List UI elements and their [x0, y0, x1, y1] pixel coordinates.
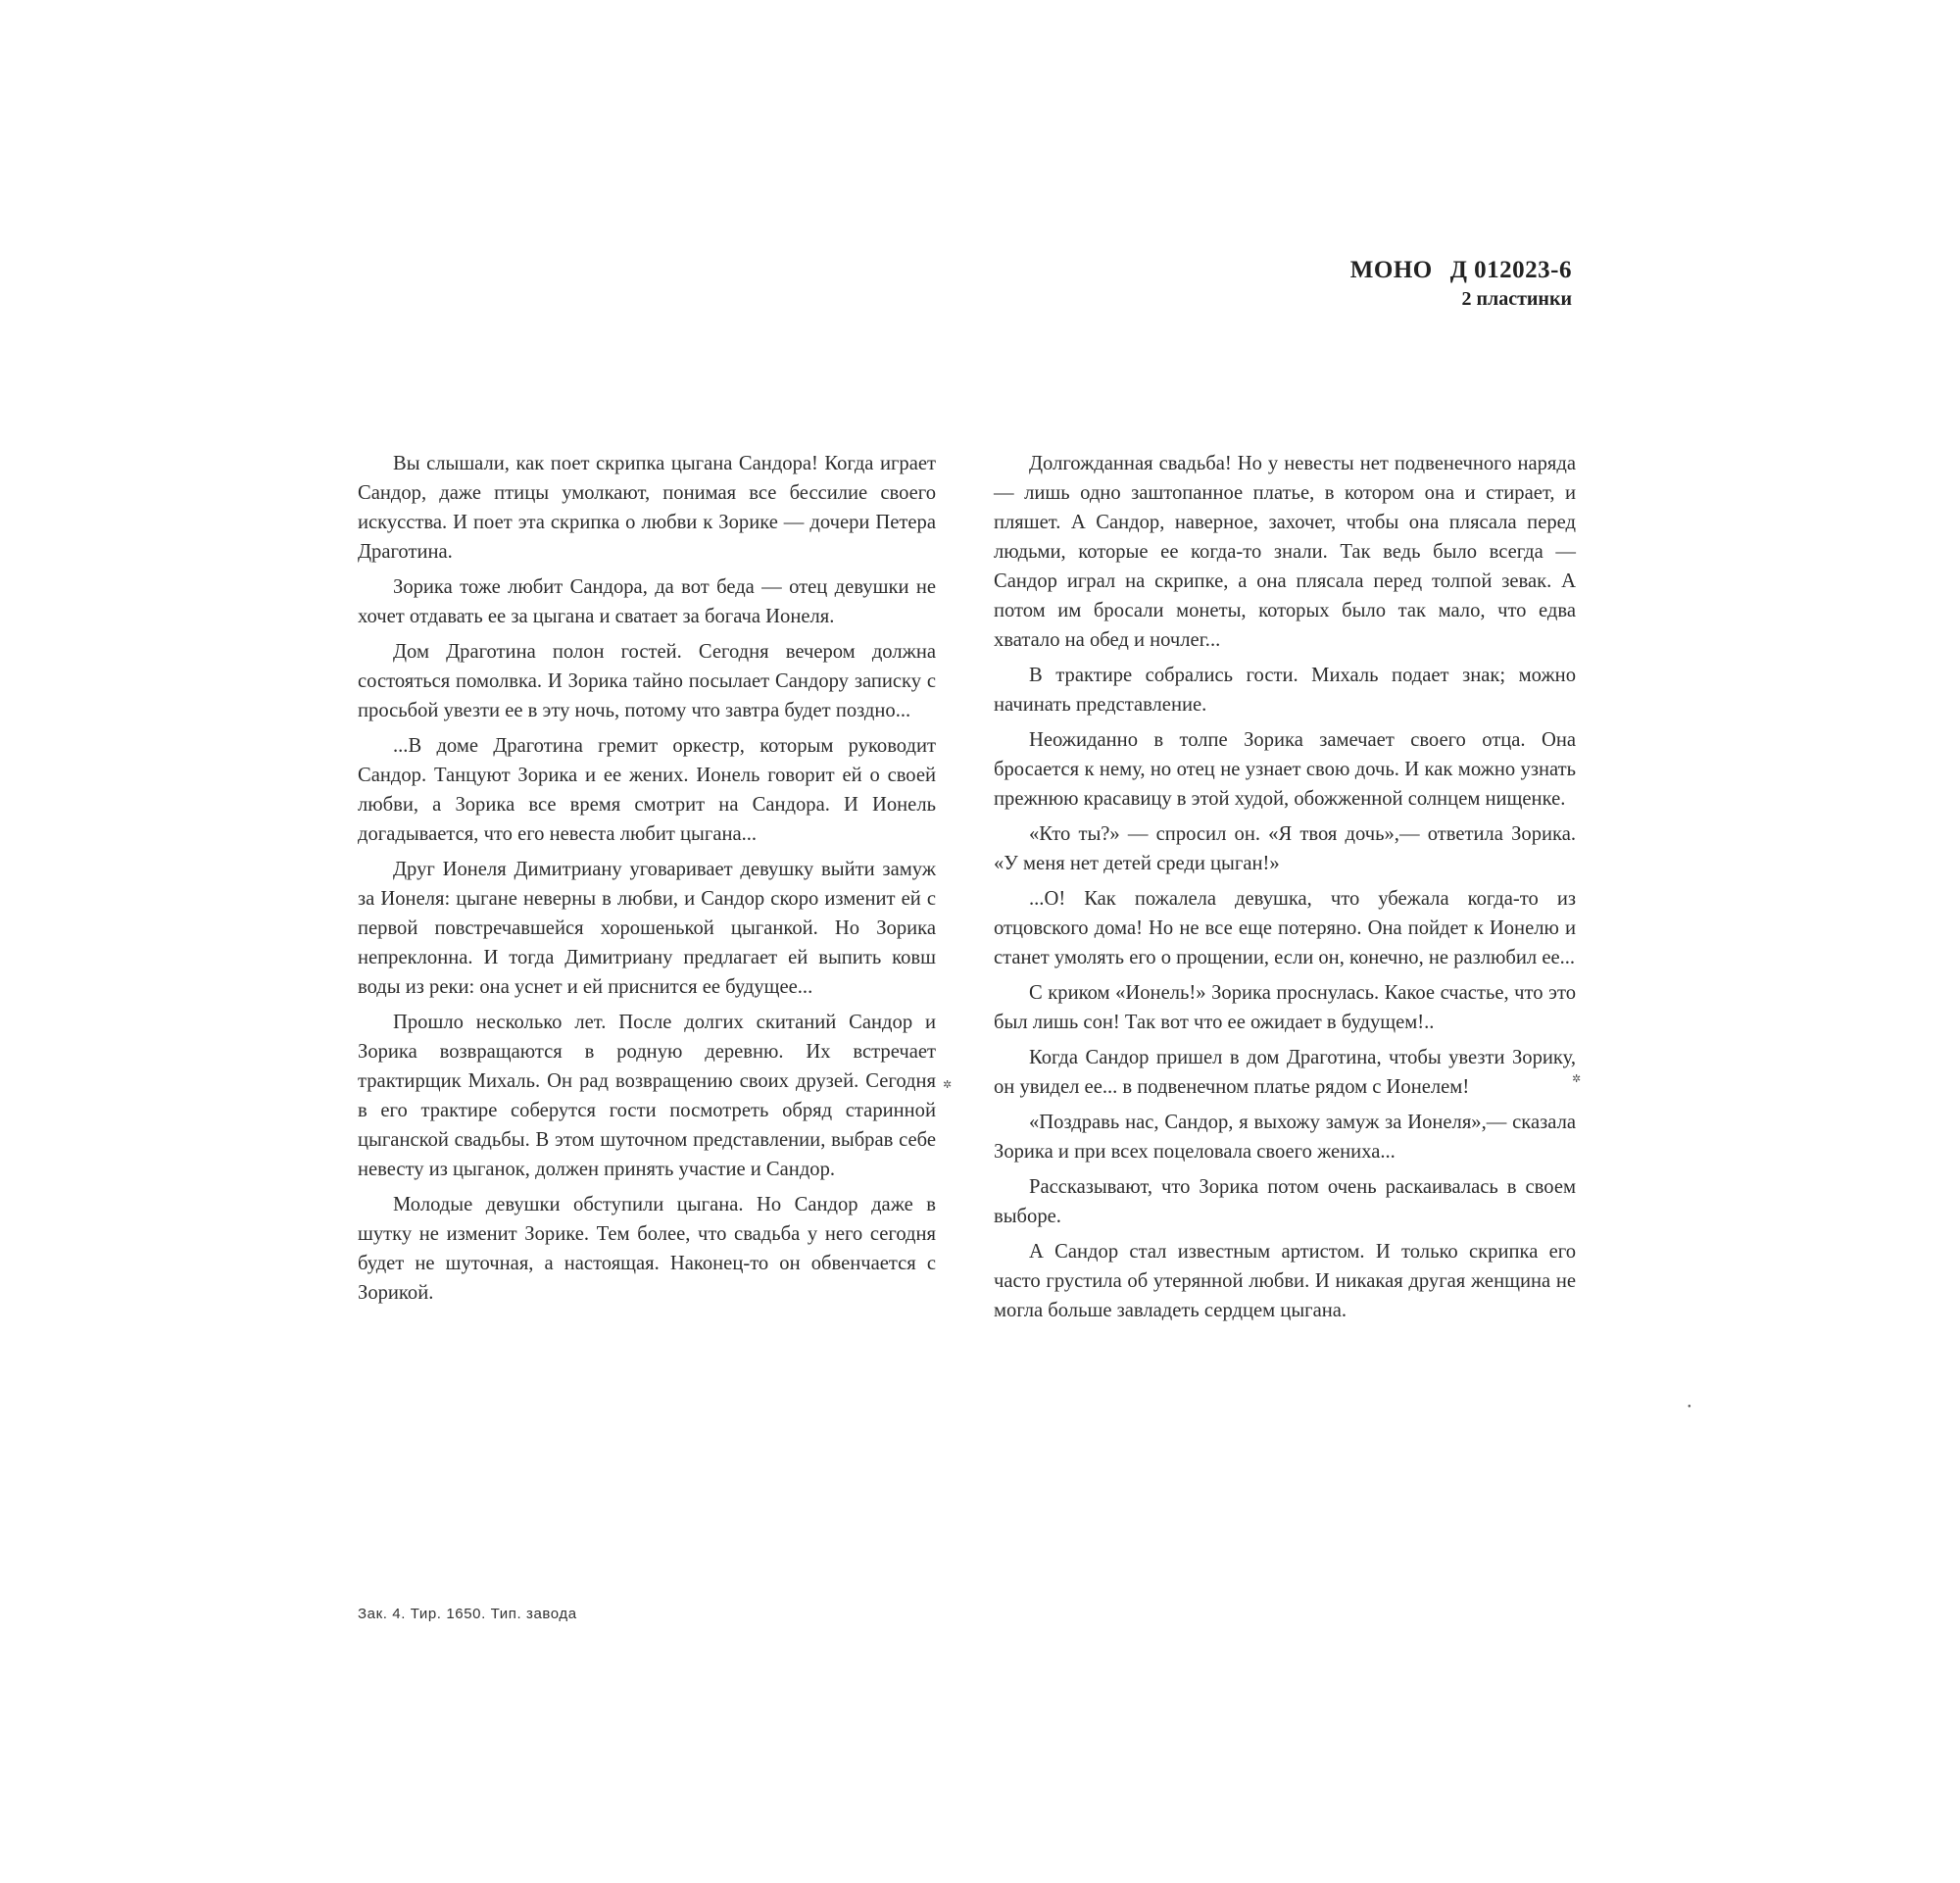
right-paragraph-7: Когда Сандор пришел в дом Драготина, чтобы увезти Зорику, он увидел ее... в подвенечном платье рядом с Ионелем! — [994, 1047, 1576, 1098]
right-paragraph-2: В трактире собрались гости. Михаль подает знак; можно начинать представление. — [994, 665, 1576, 716]
right-paragraph-6: С криком «Ионель!» Зорика проснулась. Какое счастье, что это был лишь сон! Так вот что ее ожидает в будущем!.. — [994, 982, 1576, 1033]
right-text-column — [994, 449, 1576, 1331]
right-paragraph-9: Рассказывают, что Зорика потом очень раскаивалась в своем выборе. — [994, 1176, 1576, 1227]
right-paragraph-1: Долгожданная свадьба! Но у невесты нет подвенечного наряда — лишь одно заштопанное платье, в котором она и стирает, и пляшет. А Сандор, наверное, захочет, чтобы она плясала перед людьми, которые ее когда-то знали. Так ведь было всегда — Сандор играл на скрипке, а она плясала перед толпой зевак. А потом им бросали монеты, которых было так мало, что едва хватало на обед и ночлег... — [994, 453, 1576, 651]
print-speck-dot: ● — [1688, 1404, 1691, 1410]
left-paragraph-5: Друг Ионеля Димитриану уговаривает девушку выйти замуж за Ионеля: цыгане неверны в любви, и Сандор скоро изменит ей с первой повстречавшейся хорошенькой цыганкой. Но Зорика непреклонна. И тогда Димитриану предлагает ей выпить ковш воды из реки: она уснет и ей приснится ее будущее... — [358, 859, 936, 998]
print-speck-mark: ✲ — [1572, 1073, 1582, 1085]
left-text-column — [358, 449, 936, 1313]
right-paragraph-3: Неожиданно в толпе Зорика замечает своего отца. Она бросается к нему, но отец не узнает свою дочь. И как можно узнать прежнюю красавицу в этой худой, обожженной солнцем нищенке. — [994, 729, 1576, 810]
catalog-mono-line — [1350, 257, 1572, 284]
right-paragraph-8: «Поздравь нас, Сандор, я выхожу замуж за Ионеля»,— сказала Зорика и при всех поцеловала своего жениха... — [994, 1112, 1576, 1163]
left-paragraph-7: Молодые девушки обступили цыгана. Но Сандор даже в шутку не изменит Зорике. Тем более, что свадьба у него сегодня будет не шуточная, а настоящая. Наконец-то он обвенчается с Зорикой. — [358, 1194, 936, 1304]
catalog-number: Д 012023-6 — [1449, 257, 1572, 283]
discs-count: 2 пластинки — [1461, 288, 1572, 310]
left-paragraph-3: Дом Драготина полон гостей. Сегодня вечером должна состояться помолвка. И Зорика тайно посылает Сандору записку с просьбой увезти ее в эту ночь, потому что завтра будет поздно... — [358, 641, 936, 721]
left-paragraph-1: Вы слышали, как поет скрипка цыгана Сандора! Когда играет Сандор, даже птицы умолкают, понимая все бессилие своего искусства. И поет эта скрипка о любви к Зорике — дочери Петера Драготина. — [358, 453, 936, 563]
catalog-block — [1350, 257, 1572, 311]
right-paragraph-4: «Кто ты?» — спросил он. «Я твоя дочь»,— ответила Зорика. «У меня нет детей среди цыган!» — [994, 823, 1576, 874]
left-paragraph-2: Зорика тоже любит Сандора, да вот беда — отец девушки не хочет отдавать ее за цыгана и сватает за богача Ионеля. — [358, 576, 936, 627]
left-paragraph-6: Прошло несколько лет. После долгих скитаний Сандор и Зорика возвращаются в родную деревню. Их встречает трактирщик Михаль. Он рад возвращению своих друзей. Сегодня в его трактире соберутся гости посмотреть обряд старинной цыганской свадьбы. В этом шуточном представлении, выбрав себе невесту из цыганок, должен принять участие и Сандор. — [358, 1012, 936, 1180]
print-speck-mark: ✲ — [943, 1079, 953, 1091]
right-paragraph-10: А Сандор стал известным артистом. И только скрипка его часто грустила об утерянной любви. И никакая другая женщина не могла больше завладеть сердцем цыгана. — [994, 1241, 1576, 1321]
mono-label: МОНО — [1349, 257, 1433, 283]
left-paragraph-4: ...В доме Драготина гремит оркестр, которым руководит Сандор. Танцуют Зорика и ее жених. Ионель говорит ей о своей любви, а Зорика все время смотрит на Сандора. И Ионель догадывается, что его невеста любит цыгана... — [358, 735, 936, 845]
right-paragraph-5: ...О! Как пожалела девушка, что убежала когда-то из отцовского дома! Но не все еще потеряно. Она пойдет к Ионелю и станет умолять его о прощении, если он, конечно, не разлюбил ее... — [994, 888, 1576, 968]
print-imprint: Зак. 4. Тир. 1650. Тип. завода — [358, 1606, 577, 1622]
